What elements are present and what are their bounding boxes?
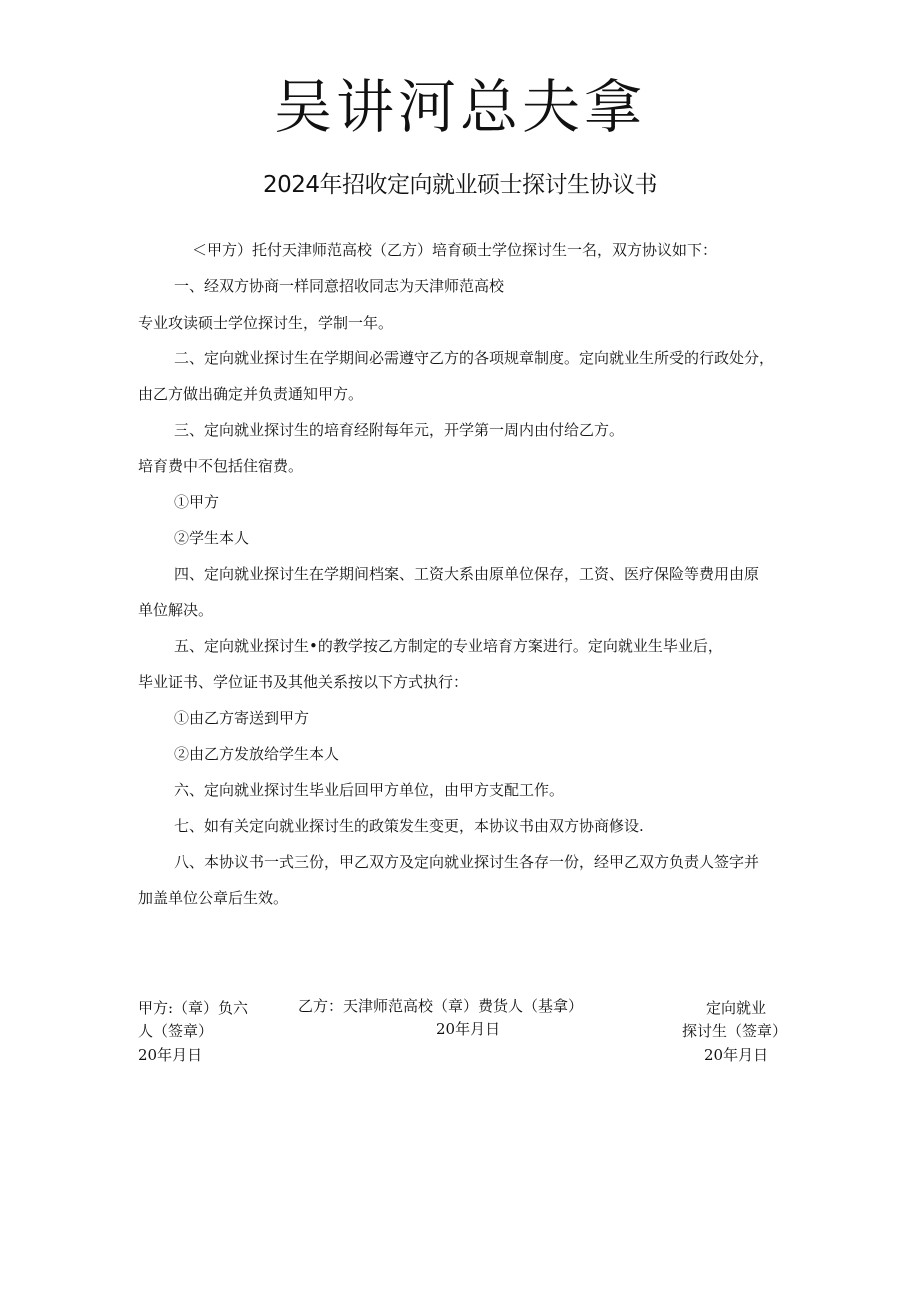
party-b-signature-line: 乙方：天津师范高校（章）费货人（基拿） — [298, 997, 584, 1015]
clause-6: 六、定向就业探讨生毕业后回甲方单位，由甲方支配工作。 — [174, 781, 565, 799]
student-signature-line-2: 探讨生（签章） — [682, 1022, 788, 1040]
header-title: 吴讲河总夫拿 — [273, 73, 646, 141]
party-a-signature-line-1: 甲方:（章）负六 — [138, 999, 249, 1017]
clause-4-line-1: 四、定向就业探讨生在学期间档案、工资大系由原单位保存，工资、医疗保险等费用由原 — [174, 565, 760, 583]
intro-paragraph: ＜甲方）托付天津师范高校（乙方）培育硕士学位探讨生一名，双方协议如下： — [192, 241, 718, 259]
party-a-signature-line-2: 人（签章） — [138, 1022, 214, 1040]
party-a-date: 20年月日 — [138, 1046, 203, 1064]
student-signature-line-1: 定向就业 — [706, 999, 767, 1017]
clause-1-line-1: 一、经双方协商一样同意招收同志为天津师范高校 — [174, 277, 505, 295]
clause-3-line-2: 培育费中不包括住宿费。 — [138, 457, 304, 475]
clause-8-line-1: 八、本协议书一式三份，甲乙双方及定向就业探讨生各存一份，经甲乙双方负责人签字并 — [174, 853, 760, 871]
clause-2-line-1: 二、定向就业探讨生在学期间必需遵守乙方的各项规章制度。定向就业生所受的行政处分， — [174, 349, 775, 367]
student-date: 20年月日 — [704, 1046, 769, 1064]
document-title: 2024年招收定向就业硕士探讨生协议书 — [262, 172, 658, 198]
clause-5-line-1: 五、定向就业探讨生•的教学按乙方制定的专业培育方案进行。定向就业生毕业后， — [174, 637, 723, 655]
party-b-date: 20年月日 — [436, 1020, 501, 1038]
clause-5-line-2: 毕业证书、学位证书及其他关系按以下方式执行： — [138, 673, 469, 691]
clause-3-line-1: 三、定向就业探讨生的培育经附每年元，开学第一周内由付给乙方。 — [174, 421, 625, 439]
clause-4-line-2: 单位解决。 — [138, 601, 214, 619]
clause-8-line-2: 加盖单位公章后生效。 — [138, 889, 289, 907]
clause-7: 七、如有关定向就业探讨生的政策发生变更，本协议书由双方协商修设. — [174, 817, 644, 835]
clause-2-line-2: 由乙方做出确定并负责通知甲方。 — [138, 385, 364, 403]
clause-3-option-2: ②学生本人 — [174, 529, 250, 547]
clause-5-option-2: ②由乙方发放给学生本人 — [174, 745, 340, 763]
clause-5-option-1: ①由乙方寄送到甲方 — [174, 709, 310, 727]
clause-3-option-1: ①甲方 — [174, 493, 220, 511]
clause-1-line-2: 专业攻读硕士学位探讨生，学制一年。 — [138, 314, 394, 332]
